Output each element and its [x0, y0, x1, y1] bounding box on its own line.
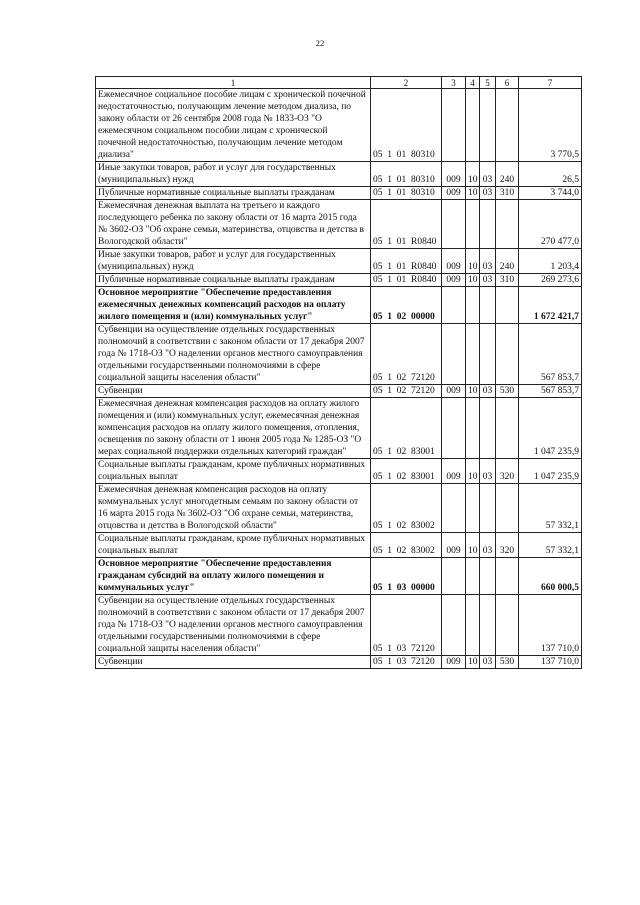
ministry-code-cell — [442, 484, 466, 533]
table-row — [96, 162, 582, 187]
table-row — [96, 385, 582, 398]
table-row — [96, 89, 582, 162]
amount-cell: 567 853,7 — [519, 385, 582, 398]
amount-cell: 57 332,1 — [519, 533, 582, 558]
ministry-code-cell: 009 — [442, 459, 466, 484]
target-code-cell: 05 1 01 R0840 — [371, 274, 442, 287]
header-cell: 5 — [480, 77, 496, 89]
expense-type-cell — [496, 89, 519, 162]
amount-cell: 1 047 235,9 — [519, 459, 582, 484]
table-row — [96, 459, 582, 484]
amount-cell: 3 770,5 — [519, 89, 582, 162]
subsection-code-cell: 03 — [480, 656, 496, 669]
table-row — [96, 558, 582, 595]
subsection-code-cell: 03 — [480, 249, 496, 274]
ministry-code-cell: 009 — [442, 385, 466, 398]
expense-type-cell — [496, 398, 519, 459]
target-code-cell: 05 1 02 83001 — [371, 459, 442, 484]
ministry-code-cell: 009 — [442, 162, 466, 187]
subsection-code-cell: 03 — [480, 385, 496, 398]
section-code-cell — [466, 484, 480, 533]
expense-type-cell — [496, 324, 519, 385]
table-row — [96, 484, 582, 533]
subsection-code-cell: 03 — [480, 533, 496, 558]
subsection-code-cell — [480, 89, 496, 162]
table-row — [96, 200, 582, 249]
section-code-cell: 10 — [466, 162, 480, 187]
expense-type-cell — [496, 595, 519, 656]
ministry-code-cell: 009 — [442, 187, 466, 200]
expense-type-cell — [496, 558, 519, 595]
header-cell: 2 — [371, 77, 442, 89]
expense-type-cell: 320 — [496, 459, 519, 484]
amount-cell: 1 203,4 — [519, 249, 582, 274]
header-cell: 6 — [496, 77, 519, 89]
budget-table — [95, 76, 582, 669]
ministry-code-cell — [442, 200, 466, 249]
row-name-cell: Публичные нормативные социальные выплаты гражданам — [96, 187, 371, 200]
amount-cell: 270 477,0 — [519, 200, 582, 249]
expense-type-cell: 240 — [496, 162, 519, 187]
amount-cell: 57 332,1 — [519, 484, 582, 533]
subsection-code-cell — [480, 287, 496, 324]
target-code-cell: 05 1 02 72120 — [371, 385, 442, 398]
section-code-cell — [466, 287, 480, 324]
subsection-code-cell — [480, 324, 496, 385]
section-code-cell — [466, 558, 480, 595]
section-code-cell — [466, 89, 480, 162]
ministry-code-cell — [442, 398, 466, 459]
header-cell: 7 — [519, 77, 582, 89]
table-header-row — [96, 77, 582, 89]
section-code-cell: 10 — [466, 249, 480, 274]
ministry-code-cell — [442, 558, 466, 595]
section-code-cell: 10 — [466, 385, 480, 398]
row-name-cell: Публичные нормативные социальные выплаты гражданам — [96, 274, 371, 287]
amount-cell: 567 853,7 — [519, 324, 582, 385]
table-row — [96, 324, 582, 385]
target-code-cell: 05 1 01 R0840 — [371, 200, 442, 249]
row-name-cell: Иные закупки товаров, работ и услуг для государственных (муниципальных) нужд — [96, 162, 371, 187]
expense-type-cell — [496, 287, 519, 324]
section-code-cell — [466, 595, 480, 656]
subsection-code-cell: 03 — [480, 187, 496, 200]
section-code-cell: 10 — [466, 533, 480, 558]
ministry-code-cell — [442, 324, 466, 385]
header-cell: 4 — [466, 77, 480, 89]
expense-type-cell: 310 — [496, 187, 519, 200]
target-code-cell: 05 1 03 72120 — [371, 656, 442, 669]
subsection-code-cell — [480, 484, 496, 533]
subsection-code-cell: 03 — [480, 274, 496, 287]
section-code-cell: 10 — [466, 656, 480, 669]
subsection-code-cell: 03 — [480, 162, 496, 187]
row-name-cell: Основное мероприятие "Обеспечение предоставления ежемесячных денежных компенсаций расходов на оплату жилого помещения и (или) коммунальных услуг" — [96, 287, 371, 324]
ministry-code-cell: 009 — [442, 249, 466, 274]
amount-cell: 269 273,6 — [519, 274, 582, 287]
table-row — [96, 249, 582, 274]
amount-cell: 3 744,0 — [519, 187, 582, 200]
row-name-cell: Социальные выплаты гражданам, кроме публичных нормативных социальных выплат — [96, 459, 371, 484]
expense-type-cell: 530 — [496, 656, 519, 669]
section-code-cell — [466, 398, 480, 459]
table-row — [96, 398, 582, 459]
row-name-cell: Субвенции на осуществление отдельных государственных полномочий в соответствии с законом области от 17 декабря 2007 года № 1718-ОЗ "О наделении органов местного самоуправления отдельными государственными полномочиями в сфере социальной защиты населения области" — [96, 324, 371, 385]
target-code-cell: 05 1 01 80310 — [371, 89, 442, 162]
target-code-cell: 05 1 02 72120 — [371, 324, 442, 385]
table-row — [96, 656, 582, 669]
subsection-code-cell — [480, 558, 496, 595]
expense-type-cell: 320 — [496, 533, 519, 558]
target-code-cell: 05 1 01 80310 — [371, 187, 442, 200]
target-code-cell: 05 1 02 83002 — [371, 484, 442, 533]
amount-cell: 137 710,0 — [519, 595, 582, 656]
row-name-cell: Основное мероприятие "Обеспечение предоставления гражданам субсидий на оплату жилого помещения и коммунальных услуг" — [96, 558, 371, 595]
page-number: 22 — [315, 38, 325, 48]
ministry-code-cell — [442, 89, 466, 162]
target-code-cell: 05 1 01 R0840 — [371, 249, 442, 274]
expense-type-cell — [496, 200, 519, 249]
row-name-cell: Иные закупки товаров, работ и услуг для государственных (муниципальных) нужд — [96, 249, 371, 274]
row-name-cell: Ежемесячная денежная компенсация расходов на оплату коммунальных услуг многодетным семьям по закону области от 16 марта 2015 года № 3602-ОЗ "Об охране семьи, материнства, отцовства и детства в Вологодской области" — [96, 484, 371, 533]
subsection-code-cell — [480, 200, 496, 249]
row-name-cell: Субвенции на осуществление отдельных государственных полномочий в соответствии с законом области от 17 декабря 2007 года № 1718-ОЗ "О наделении органов местного самоуправления отдельными государственными полномочиями в сфере социальной защиты населения области" — [96, 595, 371, 656]
row-name-cell: Ежемесячная денежная компенсация расходов на оплату жилого помещения и (или) коммунальных услуг, ежемесячная денежная компенсация расходов на оплату жилого помещения, отопления, освещения по закону области от 1 июня 2005 года № 1285-ОЗ "О мерах социальной поддержки отдельных категорий граждан" — [96, 398, 371, 459]
section-code-cell: 10 — [466, 459, 480, 484]
table-row — [96, 595, 582, 656]
expense-type-cell — [496, 484, 519, 533]
table-row — [96, 187, 582, 200]
target-code-cell: 05 1 03 00000 — [371, 558, 442, 595]
subsection-code-cell — [480, 595, 496, 656]
subsection-code-cell: 03 — [480, 459, 496, 484]
subsection-code-cell — [480, 398, 496, 459]
row-name-cell: Субвенции — [96, 656, 371, 669]
target-code-cell: 05 1 01 80310 — [371, 162, 442, 187]
expense-type-cell: 310 — [496, 274, 519, 287]
ministry-code-cell — [442, 287, 466, 324]
ministry-code-cell: 009 — [442, 274, 466, 287]
section-code-cell: 10 — [466, 187, 480, 200]
amount-cell: 137 710,0 — [519, 656, 582, 669]
row-name-cell: Ежемесячная денежная выплата на третьего и каждого последующего ребенка по закону области от 16 марта 2015 года № 3602-ОЗ "Об охране семьи, материнства, отцовства и детства в Вологодской области" — [96, 200, 371, 249]
section-code-cell — [466, 324, 480, 385]
row-name-cell: Ежемесячное социальное пособие лицам с хронической почечной недостаточностью, получающим лечение методом диализа, по закону области от 26 сентября 2008 года № 1833-ОЗ "О ежемесячном социальном пособии лицам с хронической почечной недостаточностью, получающим лечение методом диализа" — [96, 89, 371, 162]
amount-cell: 1 672 421,7 — [519, 287, 582, 324]
target-code-cell: 05 1 02 83002 — [371, 533, 442, 558]
row-name-cell: Социальные выплаты гражданам, кроме публичных нормативных социальных выплат — [96, 533, 371, 558]
target-code-cell: 05 1 02 00000 — [371, 287, 442, 324]
amount-cell: 1 047 235,9 — [519, 398, 582, 459]
expense-type-cell: 530 — [496, 385, 519, 398]
expense-type-cell: 240 — [496, 249, 519, 274]
table-row — [96, 274, 582, 287]
header-cell: 3 — [442, 77, 466, 89]
target-code-cell: 05 1 03 72120 — [371, 595, 442, 656]
amount-cell: 660 000,5 — [519, 558, 582, 595]
section-code-cell: 10 — [466, 274, 480, 287]
ministry-code-cell: 009 — [442, 656, 466, 669]
table-row — [96, 287, 582, 324]
ministry-code-cell — [442, 595, 466, 656]
row-name-cell: Субвенции — [96, 385, 371, 398]
section-code-cell — [466, 200, 480, 249]
target-code-cell: 05 1 02 83001 — [371, 398, 442, 459]
amount-cell: 26,5 — [519, 162, 582, 187]
ministry-code-cell: 009 — [442, 533, 466, 558]
header-cell: 1 — [96, 77, 371, 89]
table-row — [96, 533, 582, 558]
